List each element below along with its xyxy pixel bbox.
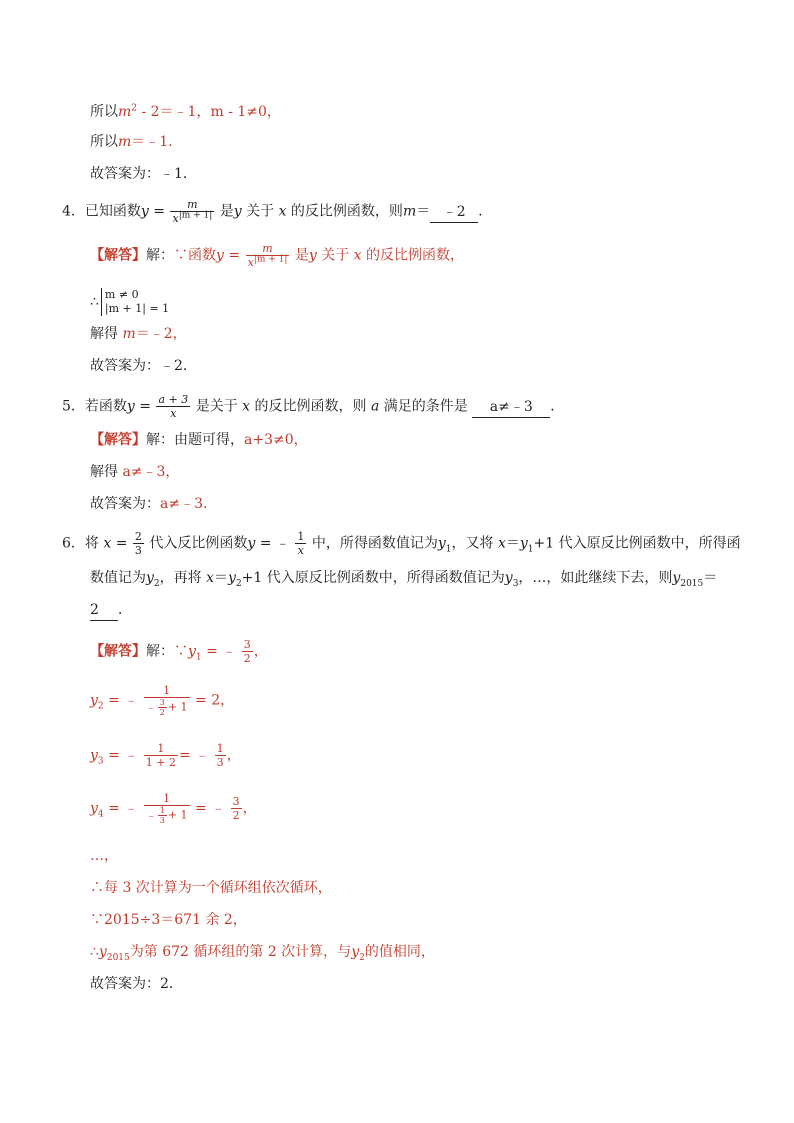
answer-6-final: 故答案为：2． <box>90 976 183 992</box>
q5-fraction: $\frac{a + 3}{x}$ <box>158 393 189 420</box>
solution-line-1: 所以$m^2$ - 2＝﹣1，m - 1≠0， <box>90 103 281 120</box>
equation-system: m ≠ 0 |m + 1| = 1 <box>101 288 169 316</box>
answer-6-division: ∵2015÷3＝671 余 2， <box>90 912 247 928</box>
answer-4-final: 故答案为：﹣2． <box>90 358 197 374</box>
answer-6-y4: $y_4$ = ﹣ 1 ﹣ $\frac{1}{3}$ + 1 = ﹣ $\frac{3}{2}$ ， <box>90 792 257 825</box>
answer-5-final: 故答案为：a≠﹣3． <box>90 496 217 512</box>
answer-6-conclusion: $\therefore y_{2015}$为第 672 循环组的第 2 次计算，与$y_2$的值相同， <box>90 944 435 963</box>
answer-5-line-1: 【解答】解：由题可得，a+3≠0， <box>90 432 308 448</box>
q5-answer-blank: a≠﹣3 <box>472 397 550 418</box>
answer-6-cycle: ∴每 3 次计算为一个循环组依次循环， <box>90 880 332 896</box>
answer-4-system: ∴ m ≠ 0 |m + 1| = 1 <box>90 288 170 315</box>
question-6-line-1: 6．将 x = $\frac{2}{3}$ 代入反比例函数y = ﹣ $\frac{1}{x}$ 中，所得函数值记为$y_1$，又将 $x=y_1+1$ 代入原反比例函数中，所得函 <box>62 530 741 557</box>
solution-line-2: 所以m＝﹣1． <box>90 134 183 150</box>
q6-answer-blank: 2 <box>90 600 118 621</box>
answer-4-solve: 解得 m＝﹣2， <box>90 326 187 342</box>
answer-4-line-1: 【解答】解：∵函数y = $\frac{m}{x^{|m + 1|}}$ 是y 关于 x 的反比例函数， <box>90 242 465 269</box>
answer-5-solve: 解得 a≠﹣3， <box>90 464 180 480</box>
question-6-line-3: 2 ． <box>90 600 132 621</box>
a4-fraction: $\frac{m}{x^{|m + 1|}}$ <box>247 242 288 269</box>
q4-fraction: $\frac{m}{x^{|m + 1|}}$ <box>172 198 213 225</box>
answer-6-y1: 【解答】解：$\because y_1$ = ﹣ $\frac{3}{2}$ ， <box>90 638 268 665</box>
answer-line-3: 故答案为：﹣1． <box>90 166 197 182</box>
question-6-line-2: 数值记为$y_2$，再将 $x=y_2+1$ 代入原反比例函数中，所得函数值记为$y_3$，…，如此继续下去，则$y_{2015}=$ <box>90 570 718 589</box>
answer-6-y3: $y_3$ = ﹣ $\frac{1}{1 + 2}$ = ﹣ $\frac{1}{3}$ ， <box>90 742 241 769</box>
question-5: 5．若函数y = $\frac{a + 3}{x}$ 是关于 x 的反比例函数，则 a 满足的条件是 a≠﹣3 ． <box>62 393 565 420</box>
q4-answer-blank: ﹣2 <box>430 202 478 223</box>
answer-6-dots: …， <box>90 848 118 864</box>
answer-6-y2: $y_2$ = ﹣ 1 ﹣ $\frac{3}{2}$ + 1 = 2， <box>90 684 235 717</box>
question-4: 4．已知函数y = $\frac{m}{x^{|m + 1|}}$ 是y 关于 x 的反比例函数，则m＝ ﹣2 ． <box>62 198 493 225</box>
